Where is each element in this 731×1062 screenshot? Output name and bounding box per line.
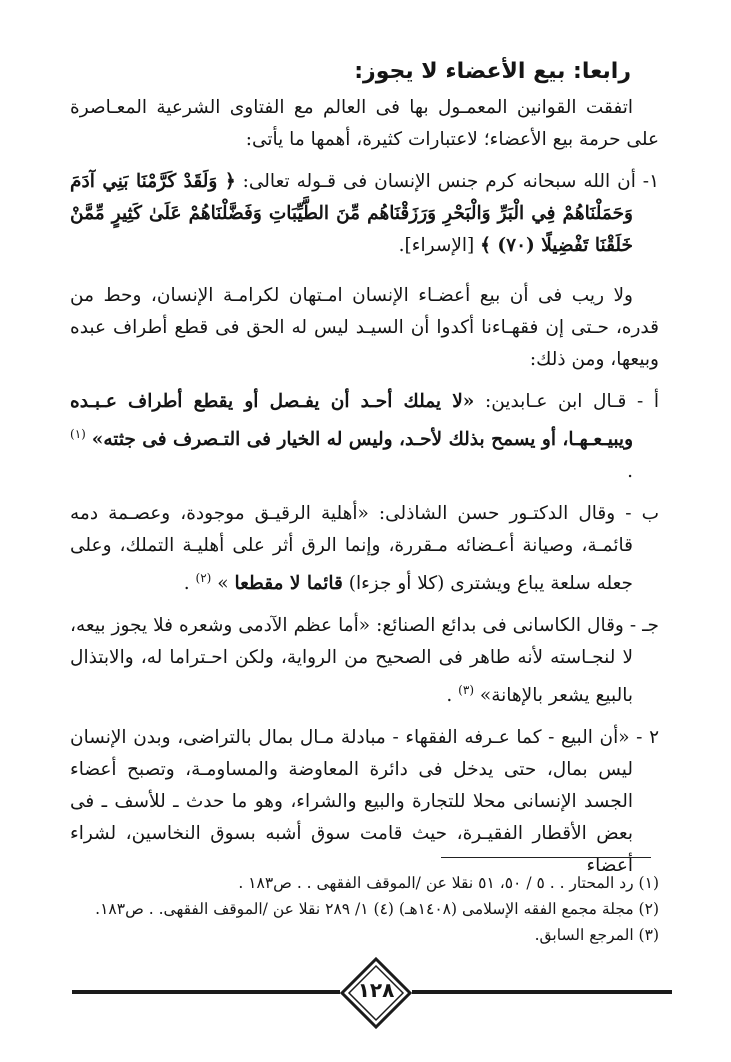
section-heading: رابعا: بيع الأعضاء لا يجوز: [354,59,631,84]
footnote-ref-3: (٣) [458,683,474,698]
item-b-end: . [183,573,190,595]
point-1-lead: ١- أن الله سبحانه كرم جنس الإنسان فى قـوله تعالى: [235,171,659,192]
bottom-rule-right [412,990,672,994]
footnote-ref-2: (٢) [195,571,212,586]
item-b-lead: ب - وقال الدكتـور حسن الشاذلى: [368,503,660,525]
footnote-ref-1: (١) [70,427,86,441]
verse-source: [الإسراء]. [398,235,475,256]
item-b [70,498,659,600]
paragraph-2: ولا ريب فى أن بيع أعضـاء الإنسان امـتهان لكرامـة الإنسان، وحط من قدره، حـتى إن فقهـاءنا أكدوا أن السيـد ليس له الحق فى قطع أطراف عبده وبيعها، ومن ذلك: [70,285,659,370]
item-a [70,386,659,488]
intro-paragraph: اتفقت القوانين المعمـول بها فى العالم مع الفتاوى الشرعية المعـاصرة على حرمة بيع الأعضاء؛ لاعتبارات كثيرة، أهمها ما يأتى: [70,97,659,150]
footnote-divider [441,857,651,858]
quran-verse: ﴿ وَلَقَدْ كَرَّمْنَا بَنِي آدَمَ وَحَمَلْنَاهُمْ فِي الْبَرِّ وَالْبَحْرِ وَرَزَقْنَاهُم مِّنَ الطَّيِّبَاتِ وَفَضَّلْنَاهُمْ عَلَىٰ كَثِيرٍ مِّمَّنْ خَلَقْنَا تَفْضِيلًا (٧٠) ﴾ [70,171,633,256]
footnote-1: (١) رد المحتار . . ٥ / ٥٠، ٥١ نقلا عن /الموقف الفقهى . . ص١٨٣ . [238,874,659,892]
body-text [70,92,659,892]
item-b-quote: «أهلية الرقيـق موجودة، وعصـمة دمه قائمـة، وصيانة أعـضائه مـقررة، وإنما الرق أثر على أهليـة التملك، وعلى جعله سلعة يباع ويشترى (كلا أو جزءا) [70,503,633,595]
item-c [70,610,659,712]
page-number: ١٢٨ [357,978,395,1002]
item-a-end: . [627,461,633,483]
item-a-quote: «لا يملك أحـد أن يفـصل أو يقطع أطراف عـبـده ويبيـعـهـا، أو يسمح بذلك لأحـد، وليس له الخيار فى التـصرف فى جثته» [70,391,634,451]
bottom-rule-left [72,990,340,994]
item-c-end: . [446,685,453,707]
point-1 [70,166,659,262]
item-c-lead: جـ - وقال الكاسانى فى بدائع الصنائع: [370,615,659,637]
item-b-bold: قائما لا مقطعا [234,573,343,595]
point-2: ٢ - «أن البيع - كما عـرفه الفقهاء - مبادلة مـال بمال بالتراضى، وبدن الإنسان ليس بمال، حتى يدخل فى دائرة المعاوضة والمساومـة، وتصبح أعضاء الجسد الإنسانى محلا للتجارة والبيع والشراء، وهو ما حدث ـ للأسف ـ فى بعض الأقطار الفقيـرة، حيث قامت سوق أشبه بسوق النخاسين، لشراء أعضاء [70,727,659,877]
footnote-3: (٣) المرجع السابق. [534,926,659,944]
footnotes [70,870,659,948]
item-b-close: » [217,573,229,595]
item-a-lead: أ - قـال ابن عـابدين: [474,391,659,412]
item-c-quote: «أما عظم الآدمى وشعره فلا يجوز بيعه، لا لنجـاسته لأنه طاهر فى الصحيح من الرواية، ولكن احـتراما له، والابتذال بالبيع يشعر بالإهانة» [70,615,633,707]
footnote-2: (٢) مجلة مجمع الفقه الإسلامى (١٤٠٨هـ) (٤) ١/ ٢٨٩ نقلا عن /الموقف الفقهى. . ص١٨٣. [95,900,659,918]
